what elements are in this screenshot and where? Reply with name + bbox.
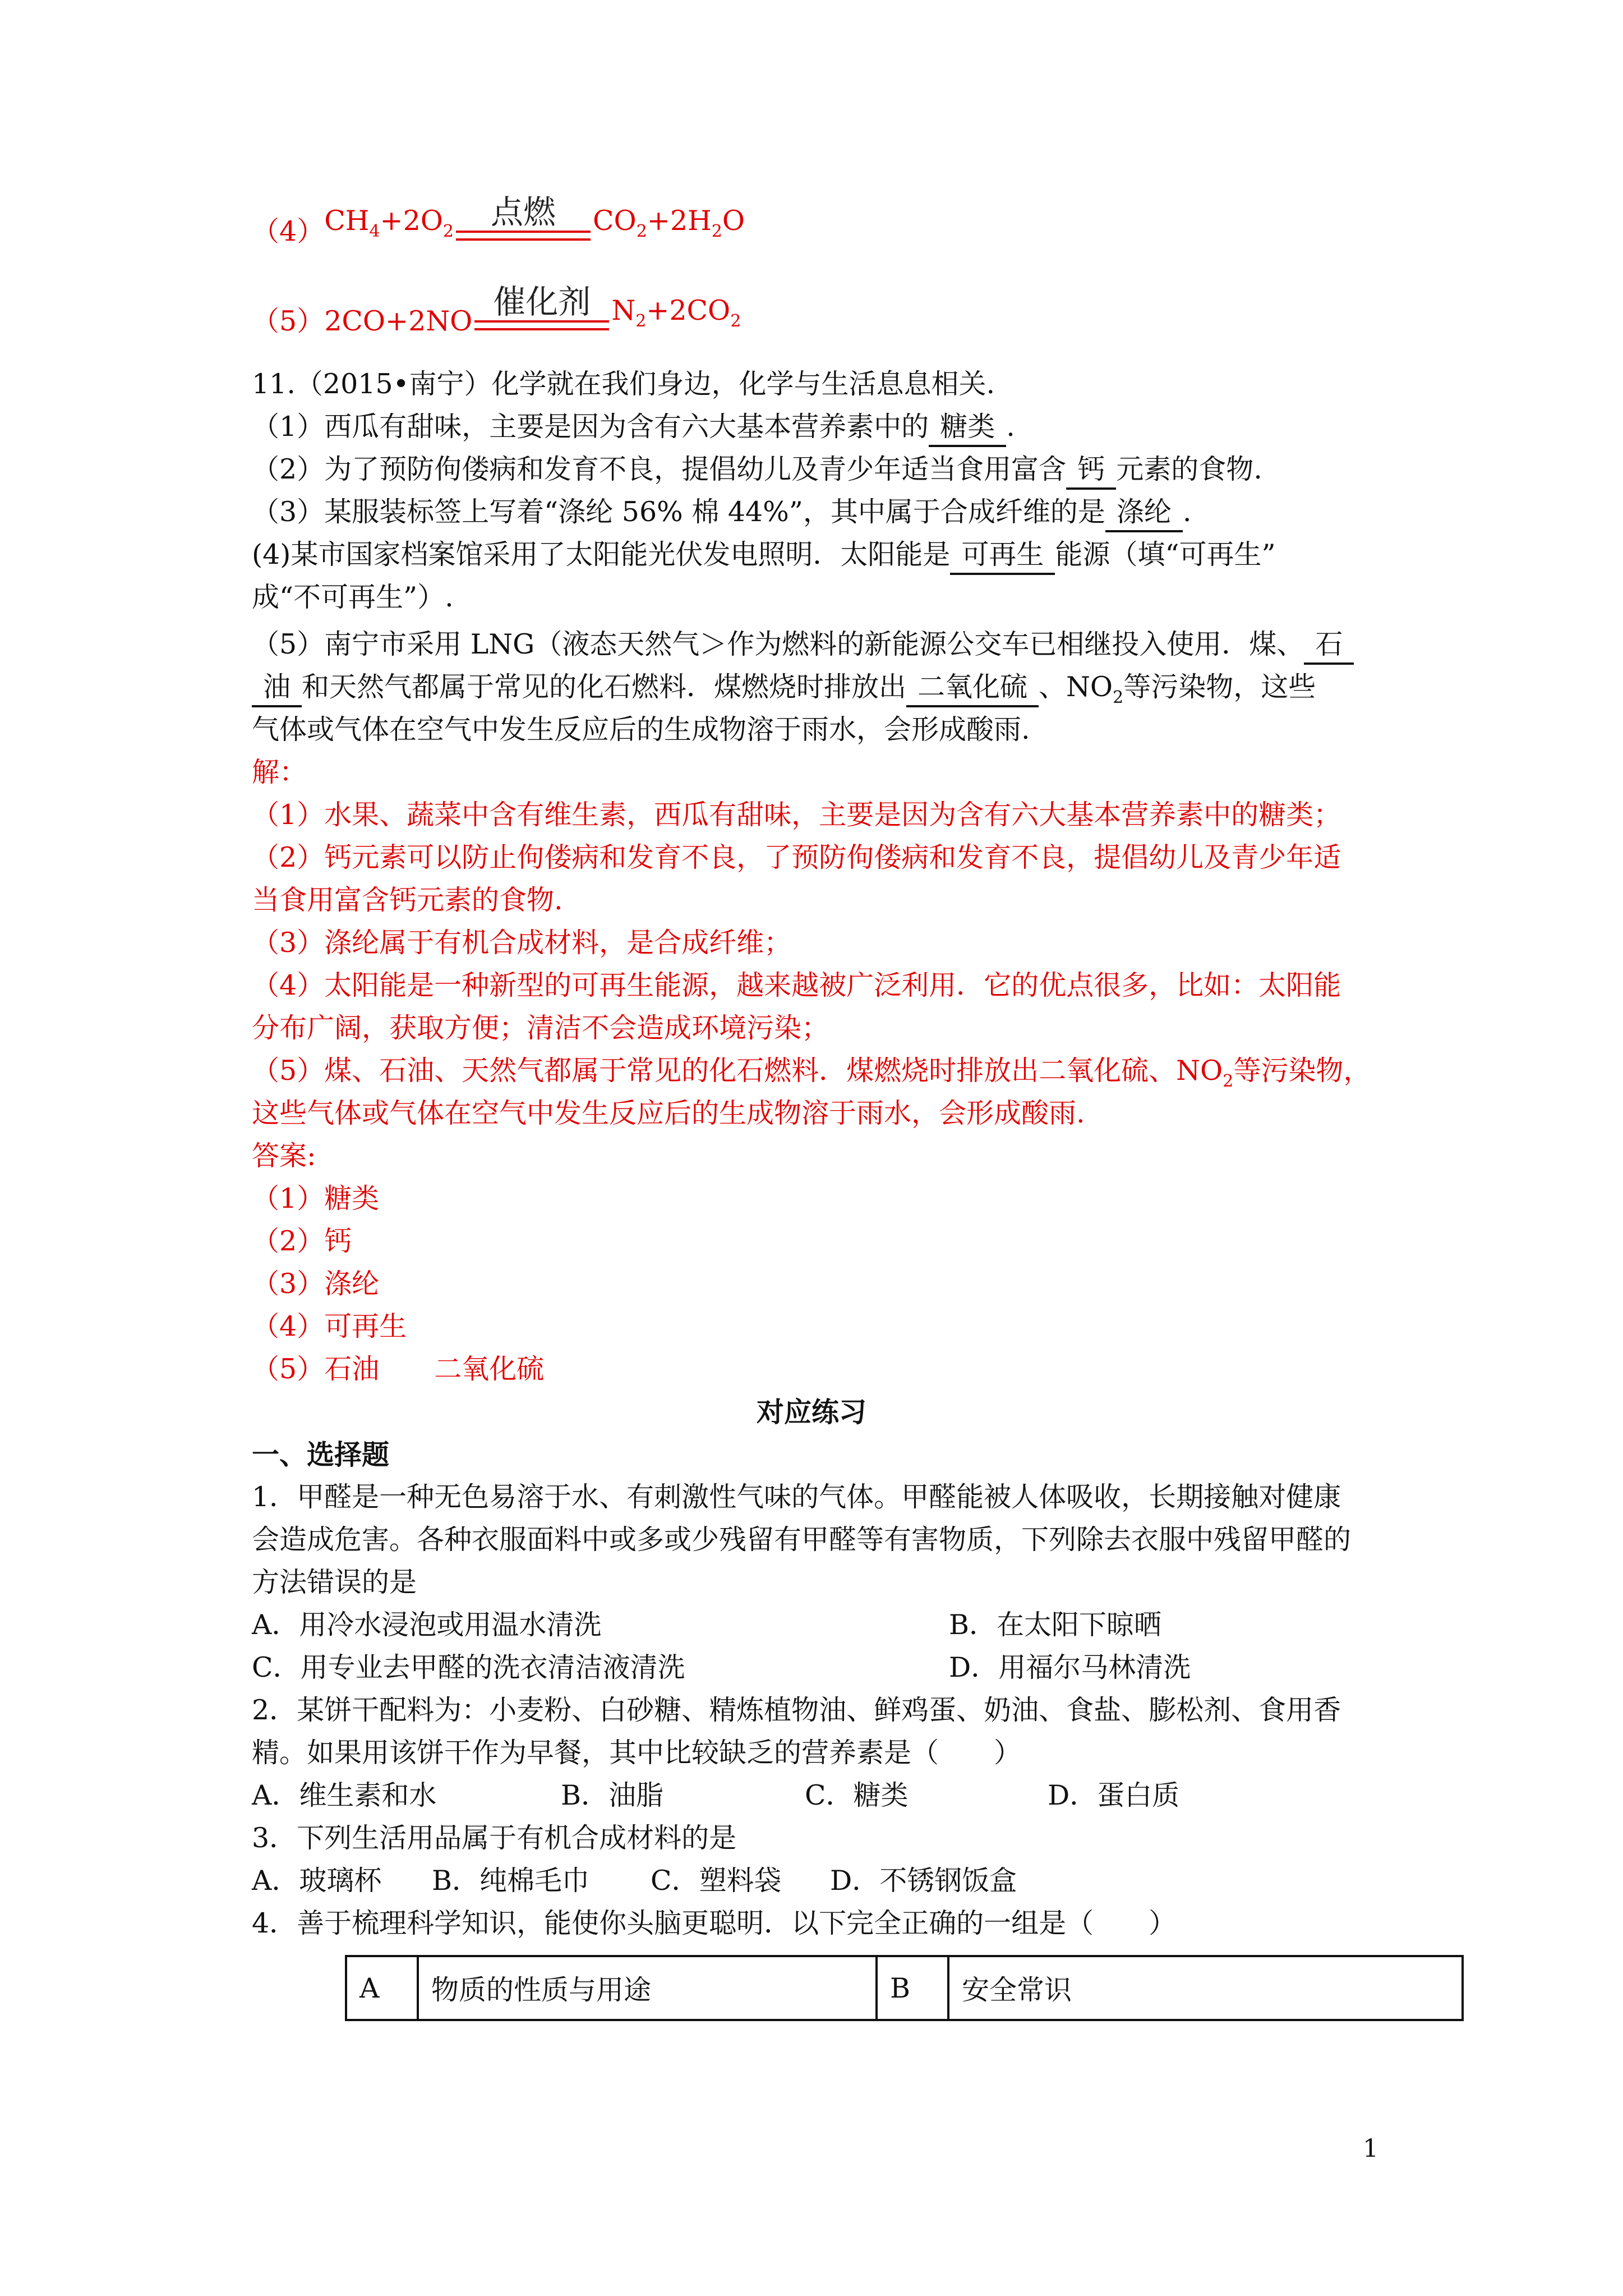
solution-line: 这些气体或气体在空气中发生反应后的生成物溶于雨水，会形成酸雨. (252, 1097, 1085, 1129)
q3-option-d: D．不锈钢饭盒 (830, 1865, 1017, 1897)
question-11-part-5-line2: 油 和天然气都属于常见的化石燃料．煤燃烧时排放出 二氧化硫 、$NO_2$等污染物，这些 (252, 666, 1316, 719)
q1-option-d: D．用福尔马林清洗 (949, 1651, 1191, 1683)
table-cell: 安全常识 (948, 1956, 1463, 2020)
q1-option-b: B．在太阳下晾晒 (949, 1609, 1162, 1641)
q2-option-c: C．糖类 (805, 1779, 909, 1811)
question-11-part-3: （3）某服装标签上写着“涤纶 56% 棉 44%”，其中属于合成纤维的是 涤纶 . (252, 491, 1191, 533)
answer-blank: 可再生 (950, 537, 1055, 575)
reaction-condition: 点燃 (491, 193, 556, 231)
q4-stem: 4．善于梳理科学知识，能使你头脑更聪明．以下完全正确的一组是（ ） (252, 1907, 1177, 1939)
answer-item: （1）糖类 (252, 1182, 380, 1214)
page-number: 1 (1363, 2134, 1378, 2163)
answer-blank: 涤纶 (1105, 494, 1183, 532)
q1-option-a: A．用冷水浸泡或用温水清洗 (252, 1609, 602, 1641)
answer-item: （4）可再生 (252, 1310, 407, 1342)
solution-line: 分布广阔，获取方便；清洁不会造成环境污染； (252, 1012, 829, 1044)
solution-line: （4）太阳能是一种新型的可再生能源，越来越被广泛利用．它的优点很多，比如：太阳能 (252, 969, 1341, 1001)
question-11-part-5-line3: 气体或气体在空气中发生反应后的生成物溶于雨水，会形成酸雨. (252, 714, 1030, 746)
reaction-arrow (456, 194, 591, 253)
equation-rhs: $N_2+2CO_2$ (611, 295, 741, 331)
answer-item: （5）石油 二氧化硫 (252, 1353, 545, 1385)
q2-option-d: D．蛋白质 (1048, 1779, 1180, 1811)
solution-line: （3）涤纶属于有机合成材料，是合成纤维； (252, 927, 792, 959)
section-heading: 一、选择题 (252, 1438, 390, 1471)
question-11-part-5: （5）南宁市采用 LNG（液态天然气＞作为燃料的新能源公交车已相继投入使用．煤、 石 (252, 623, 1354, 666)
solution-line: （2）钙元素可以防止佝偻病和发育不良，了预防佝偻病和发育不良，提倡幼儿及青少年适 (252, 841, 1341, 873)
q1-stem: 1．甲醛是一种无色易溶于水、有刺激性气味的气体。甲醛能被人体吸收，长期接触对健康 (252, 1481, 1341, 1513)
answer-blank: 糖类 (929, 409, 1006, 447)
reaction-condition: 催化剂 (493, 283, 591, 321)
question-11-part-4: (4)某市国家档案馆采用了太阳能光伏发电照明．太阳能是 可再生 能源（填“可再生” (252, 533, 1276, 576)
q3-option-b: B．纯棉毛巾 (432, 1865, 590, 1897)
question-11-part-1: （1）西瓜有甜味，主要是因为含有六大基本营养素中的 糖类 . (252, 406, 1015, 448)
answer-blank: 二氧化硫 (906, 669, 1039, 707)
answers-label: 答案: (252, 1140, 316, 1172)
q1-stem: 方法错误的是 (252, 1566, 417, 1598)
answer-blank: 钙 (1066, 452, 1116, 490)
q2-stem: 2．某饼干配料为：小麦粉、白砂糖、精炼植物油、鲜鸡蛋、奶油、食盐、膨松剂、食用香 (252, 1694, 1341, 1726)
q3-option-c: C．塑料袋 (651, 1865, 782, 1897)
table-cell: B (877, 1956, 948, 2020)
q2-stem: 精。如果用该饼干作为早餐，其中比较缺乏的营养素是（ ） (252, 1737, 1022, 1769)
solution-line: （5）煤、石油、天然气都属于常见的化石燃料．煤燃烧时排放出二氧化硫、$NO_2$等污染物， (252, 1055, 1371, 1091)
solution-line: （1）水果、蔬菜中含有维生素，西瓜有甜味，主要是因为含有六大基本营养素中的糖类； (252, 799, 1341, 831)
q1-option-c: C．用专业去甲醛的洗衣清洁液清洗 (252, 1651, 685, 1683)
question-11-part-4-cont: 成“不可再生”）. (252, 581, 454, 613)
solution-label: 解： (252, 756, 307, 788)
answer-item: （3）涤纶 (252, 1268, 380, 1300)
answer-item: （2）钙 (252, 1225, 352, 1257)
equation-5: （5） 2CO+2NO 催化剂 $N_2+2CO_2$ (252, 283, 741, 343)
question-11-part-2: （2）为了预防佝偻病和发育不良，提倡幼儿及青少年适当食用富含 钙 元素的食物. (252, 448, 1262, 491)
q2-option-b: B．油脂 (561, 1779, 664, 1811)
equation-4: （4） $CH_4+2O_2$ 点燃 $CO_2+2H_2O$ (252, 194, 745, 253)
answer-blank: 石 (1304, 627, 1354, 665)
q1-stem: 会造成危害。各种衣服面料中或多或少残留有甲醛等有害物质，下列除去衣服中残留甲醛的 (252, 1524, 1352, 1556)
equation-lhs: 2CO+2NO (324, 305, 473, 337)
section-title: 对应练习 (756, 1396, 866, 1428)
reaction-arrow (474, 283, 609, 343)
solution-line: 当食用富含钙元素的食物. (252, 884, 563, 916)
question-11-stem: 11.（2015•南宁）化学就在我们身边，化学与生活息息相关. (252, 368, 995, 400)
answer-blank: 油 (252, 669, 302, 707)
q4-table (345, 1955, 1464, 2021)
q3-option-a: A．玻璃杯 (252, 1865, 382, 1897)
equation-lhs: $CH_4+2O_2$ (324, 205, 454, 241)
table-cell: 物质的性质与用途 (418, 1956, 877, 2020)
q3-stem: 3．下列生活用品属于有机合成材料的是 (252, 1822, 737, 1854)
q2-option-a: A．维生素和水 (252, 1779, 437, 1811)
table-cell: A (346, 1956, 418, 2020)
equation-rhs: $CO_2+2H_2O$ (593, 205, 745, 241)
